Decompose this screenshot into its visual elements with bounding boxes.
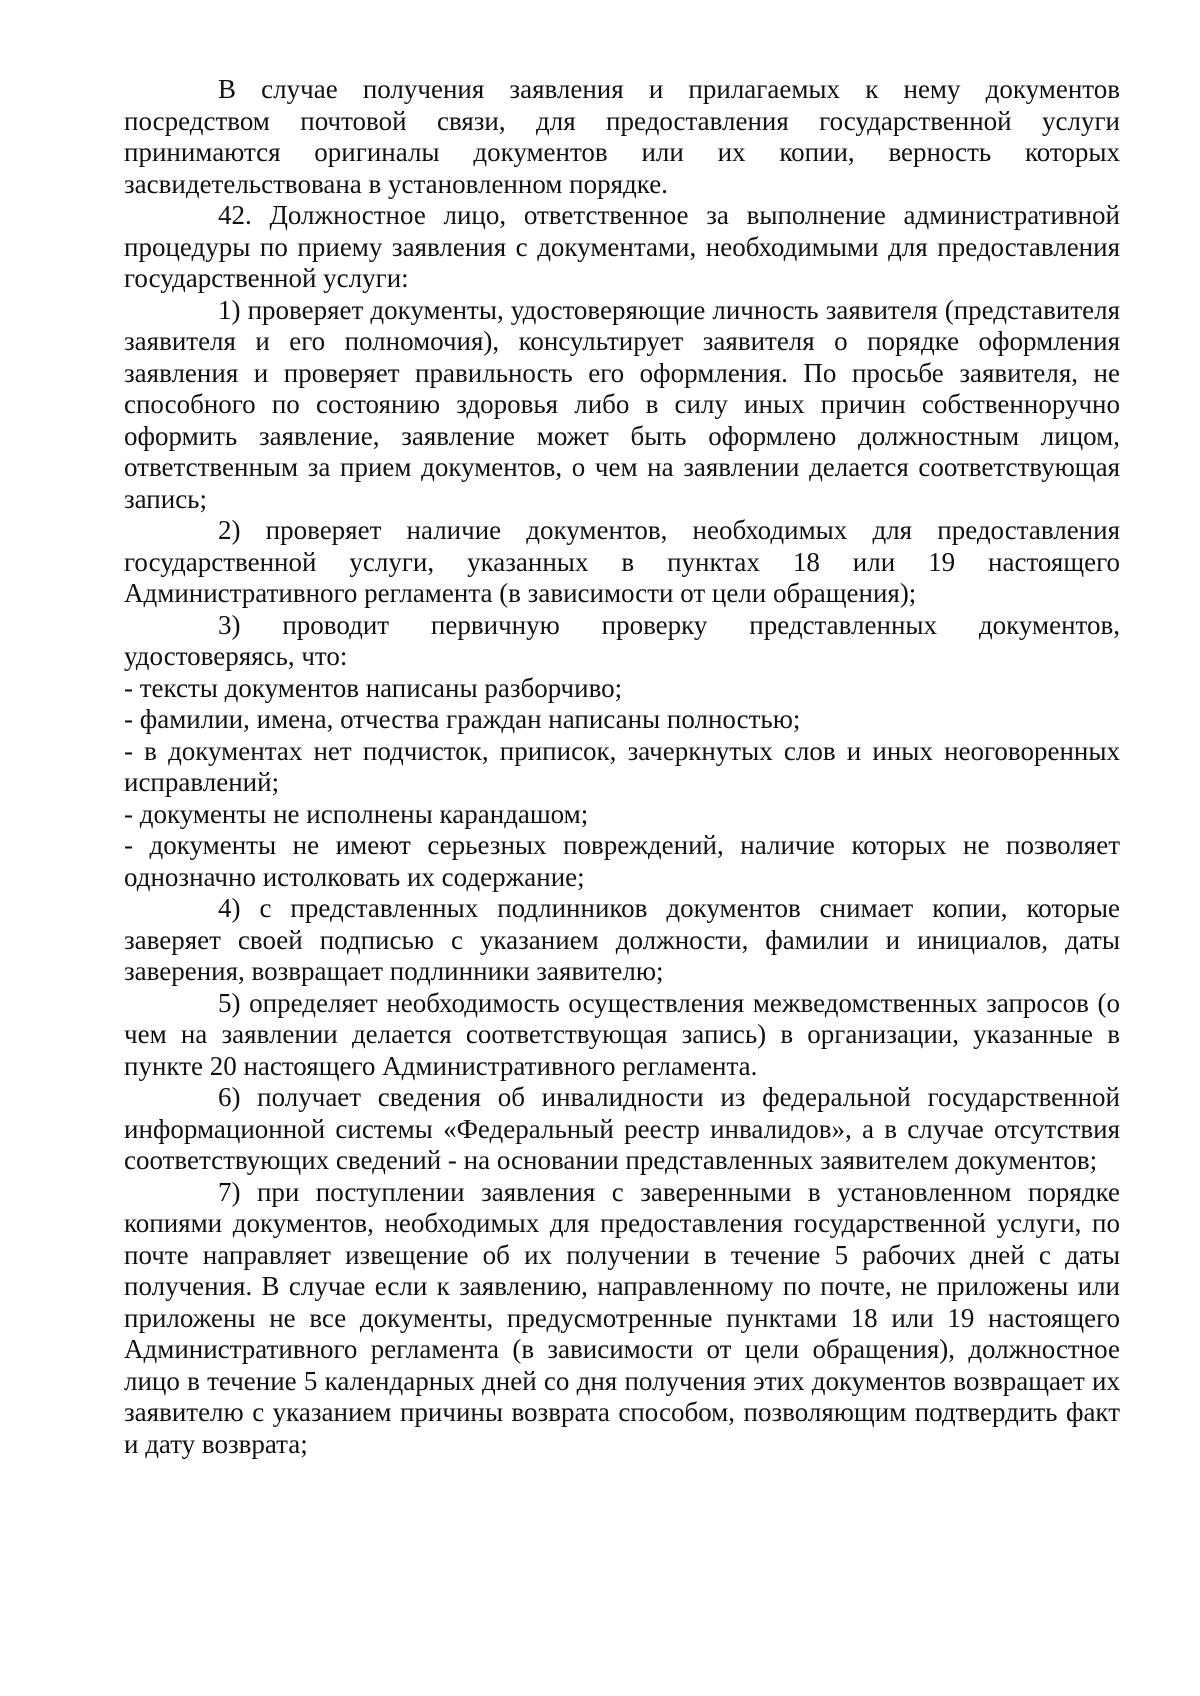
list-item-3: 3) проводит первичную проверку представленных документов, удостоверяясь, что: — [124, 609, 1120, 671]
bullet-item: - документы не имеют серьезных повреждений, наличие которых не позволяет однозначно истолковать их содержание; — [124, 830, 1120, 892]
bullet-item: - документы не исполнены карандашом; — [124, 798, 589, 829]
list-item-1: 1) проверяет документы, удостоверяющие личность заявителя (представителя заявителя и его полномочия), консультирует заявителя о порядке оформления заявления и проверяет правильность его оформления. По просьбе заявителя, не способного по состоянию здоровья либо в силу иных причин собственноручно оформить заявление, заявление может быть оформлено должностным лицом, ответственным за прием документов, о чем на заявлении делается соответствующая запись; — [124, 294, 1120, 514]
list-item-5: 5) определяет необходимость осуществления межведомственных запросов (о чем на заявлении делается соответствующая запись) в организации, указанные в пункте 20 настоящего Административного регламента. — [124, 987, 1120, 1081]
bullet-item: - фамилии, имена, отчества граждан написаны полностью; — [124, 704, 801, 734]
paragraph-42-heading: 42. Должностное лицо, ответственное за выполнение административной процедуры по приему заявления с документами, необходимыми для предоставления государственной услуги: — [124, 200, 1120, 293]
list-item-7: 7) при поступлении заявления с заверенными в установленном порядке копиями документов, необходимых для предоставления государственной услуги, по почте направляет извещение об их получении в течение 5 рабочих дней с даты получения. В случае если к заявлению, направленному по почте, не приложены или приложены не все документы, предусмотренные пунктами 18 или 19 настоящего Административного регламента (в зависимости от цели обращения), должностное лицо в течение 5 календарных дней со дня получения этих документов возвращает их заявителю с указанием причины возврата способом, позволяющим подтвердить факт и дату возврата; — [124, 1176, 1120, 1459]
list-item-6: 6) получает сведения об инвалидности из федеральной государственной информационной системы «Федеральный реестр инвалидов», а в случае отсутствия соответствующих сведений - на основании представленных заявителем документов; — [124, 1082, 1120, 1175]
list-item-4: 4) с представленных подлинников документов снимает копии, которые заверяет своей подписью с указанием должности, фамилии и инициалов, даты заверения, возвращает подлинники заявителю; — [124, 893, 1120, 986]
bullet-item: - тексты документов написаны разборчиво; — [124, 672, 623, 703]
document-page — [124, 74, 1120, 1460]
list-item-2: 2) проверяет наличие документов, необходимых для предоставления государственной услуги, указанных в пунктах 18 или 19 настоящего Административного регламента (в зависимости от цели обращения); — [124, 515, 1120, 608]
bullet-item: - в документах нет подчисток, приписок, зачеркнутых слов и иных неоговоренных исправлений; — [124, 735, 1120, 797]
paragraph-mail-submission: В случае получения заявления и прилагаемых к нему документов посредством почтовой связи, для предоставления государственной услуги принимаются оригиналы документов или их копии, верность которых засвидетельствована в установленном порядке. — [124, 74, 1120, 199]
